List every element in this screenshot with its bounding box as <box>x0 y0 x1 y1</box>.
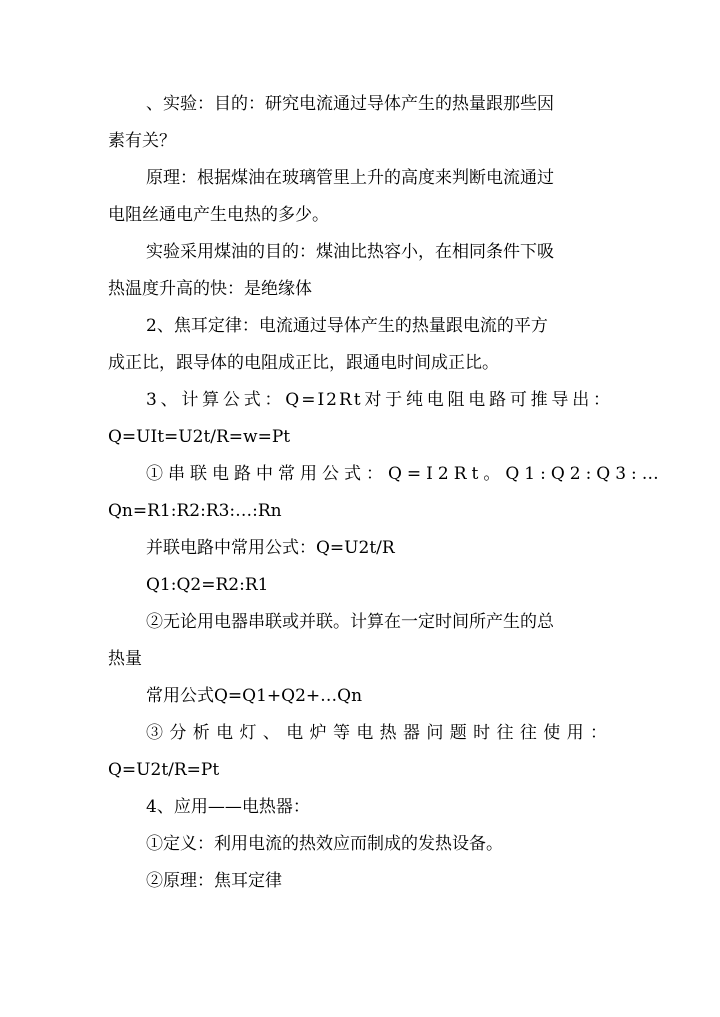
text-line: ①定义：利用电流的热效应而制成的发热设备。 <box>146 834 503 854</box>
text-line: 电阻丝通电产生电热的多少。 <box>108 205 329 225</box>
document-body <box>108 86 664 900</box>
text-line: 3、计算公式：Q=I2Rt对于纯电阻电路可推导出： <box>146 390 612 410</box>
text-line: 热温度升高的快：是绝缘体 <box>108 279 312 299</box>
text-line: 并联电路中常用公式：Q=U2t/R <box>146 538 395 558</box>
text-line: 、实验：目的：研究电流通过导体产生的热量跟那些因 <box>146 94 554 114</box>
text-line: 常用公式Q=Q1+Q2+…Qn <box>146 686 363 706</box>
text-line: ③分析电灯、电炉等电热器问题时往往使用： <box>146 723 612 743</box>
text-line: ②原理：焦耳定律 <box>146 871 282 891</box>
text-line: 2、焦耳定律：电流通过导体产生的热量跟电流的平方 <box>146 316 548 336</box>
text-line: 素有关？ <box>108 131 176 151</box>
text-line: 成正比，跟导体的电阻成正比，跟通电时间成正比。 <box>108 353 499 373</box>
text-line: Q1:Q2=R2:R1 <box>146 575 269 595</box>
text-line: ②无论用电器串联或并联。计算在一定时间所产生的总 <box>146 612 554 632</box>
text-line: 热量 <box>108 649 142 669</box>
text-line: 4、应用——电热器： <box>146 797 310 817</box>
text-line: ①串联电路中常用公式：Q=I2Rt。Q1:Q2:Q3:… <box>146 464 664 484</box>
text-line: Qn=R1:R2:R3:…:Rn <box>108 501 282 521</box>
text-line: 实验采用煤油的目的：煤油比热容小，在相同条件下吸 <box>146 242 554 262</box>
text-line: Q=U2t/R=Pt <box>108 760 220 780</box>
text-line: Q=UIt=U2t/R=w=Pt <box>108 427 291 447</box>
text-line: 原理：根据煤油在玻璃管里上升的高度来判断电流通过 <box>146 168 554 188</box>
